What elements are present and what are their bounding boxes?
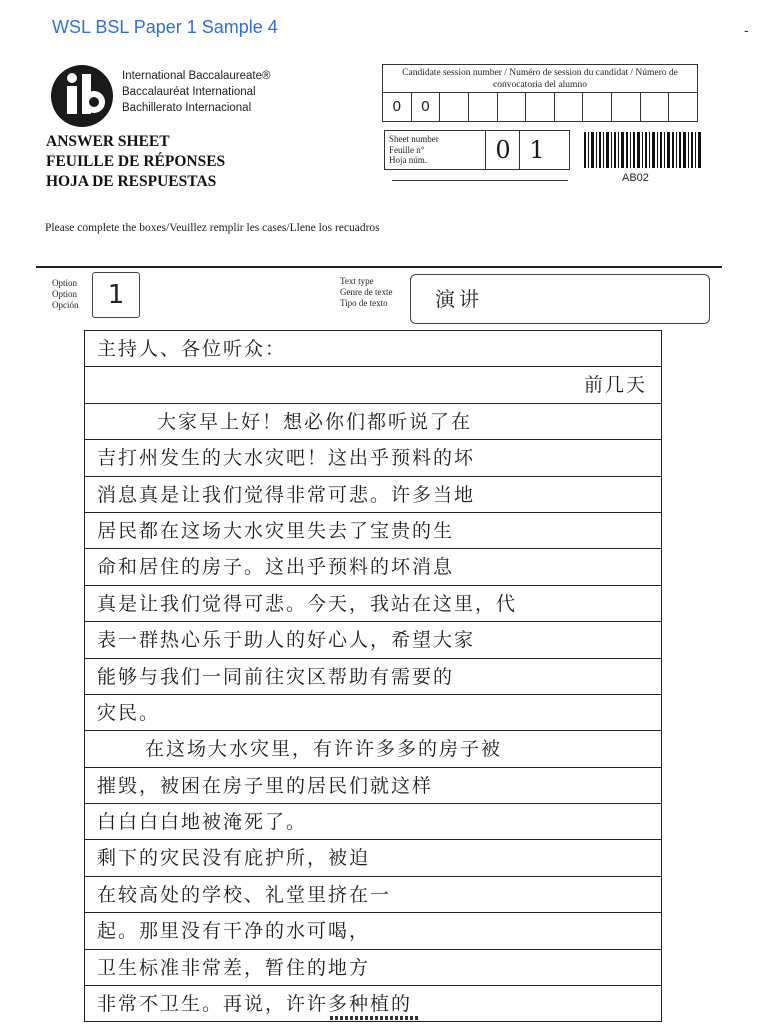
text-type-label (340, 276, 392, 309)
sheet-title (46, 132, 225, 192)
sheet-label-en: Sheet number (389, 134, 439, 144)
answer-line: 起。那里没有干净的水可喝， (85, 913, 661, 949)
sheet-label-es: Hoja núm. (389, 155, 427, 165)
candidate-digit[interactable] (583, 93, 612, 121)
answer-line: 摧毁，被困在房子里的居民们就这样 (85, 768, 661, 804)
answer-line: 非常不卫生。再说，许许多种植的 (85, 986, 661, 1022)
option-label-fr: Option (52, 289, 78, 299)
corner-mark: - (744, 22, 749, 38)
sheet-title-fr: FEUILLE DE RÉPONSES (46, 153, 226, 170)
instructions: Please complete the boxes/Veuillez remplir les cases/Llene los recuadros (45, 222, 380, 234)
barcode-icon (584, 132, 704, 172)
sheet-number-box (384, 130, 570, 170)
option-field[interactable]: 1 (92, 272, 140, 318)
answer-line: 命和居住的房子。这出乎预料的坏消息 (85, 549, 661, 585)
candidate-digit[interactable] (641, 93, 670, 121)
sheet-number-digit[interactable]: 1 (519, 131, 554, 169)
candidate-digit[interactable] (669, 93, 697, 121)
answer-line: 真是让我们觉得可悲。今天，我站在这里，代 (85, 586, 661, 622)
candidate-digit[interactable] (469, 93, 498, 121)
answer-line: 吉打州发生的大水灾吧！这出乎预料的坏 (85, 440, 661, 476)
answer-line: 能够与我们一同前往灾区帮助有需要的 (85, 659, 661, 695)
answer-line: 大家早上好！想必你们都听说了在 (85, 404, 661, 440)
answer-line: 灾民。 (85, 695, 661, 731)
ib-logo-icon (50, 64, 114, 128)
candidate-session-box (382, 64, 698, 122)
sheet-title-es: HOJA DE RESPUESTAS (46, 173, 217, 190)
candidate-session-label: Candidate session number / Numéro de session du candidat / Número de convocatoria del alumno (402, 68, 678, 90)
footer-mark (330, 1016, 420, 1020)
candidate-digit[interactable]: 0 (412, 93, 441, 121)
candidate-digit[interactable] (498, 93, 527, 121)
answer-line: 卫生标准非常差，暂住的地方 (85, 950, 661, 986)
candidate-session-cells (383, 92, 697, 121)
answer-line: 消息真是让我们觉得非常可悲。许多当地 (85, 477, 661, 513)
document-title: WSL BSL Paper 1 Sample 4 (52, 17, 278, 37)
candidate-digit[interactable]: 0 (383, 93, 412, 121)
option-label-en: Option (52, 278, 78, 288)
answer-line: 白白白白地被淹死了。 (85, 804, 661, 840)
candidate-digit[interactable] (612, 93, 641, 121)
sheet-number-underline (392, 180, 568, 181)
answer-line: 在较高处的学校、礼堂里挤在一 (85, 877, 661, 913)
answer-line: 前几天 (85, 367, 661, 403)
sheet-number-digit[interactable]: 0 (485, 131, 520, 169)
candidate-digit[interactable] (440, 93, 469, 121)
divider (36, 266, 722, 268)
candidate-digit[interactable] (555, 93, 584, 121)
sheet-label-fr: Feuille n° (389, 144, 425, 155)
org-line-en: International Baccalaureate® (122, 70, 271, 82)
org-line-fr: Baccalauréat International (122, 86, 256, 98)
option-label-es: Opción (52, 300, 79, 310)
answer-area (84, 330, 662, 1022)
answer-line: 居民都在这场大水灾里失去了宝贵的生 (85, 513, 661, 549)
sheet-title-en: ANSWER SHEET (46, 133, 170, 150)
sheet-number-label (389, 134, 439, 166)
answer-line: 在这场大水灾里，有许许多多的房子被 (85, 731, 661, 767)
organization-name (122, 68, 270, 116)
answer-line: 剩下的灾民没有庇护所，被迫 (85, 840, 661, 876)
org-line-es: Bachillerato Internacional (122, 102, 252, 114)
option-label (52, 278, 79, 311)
text-type-field[interactable]: 演讲 (410, 274, 710, 324)
barcode-code: AB02 (622, 172, 649, 184)
text-type-label-es: Tipo de texto (340, 298, 388, 308)
answer-line: 表一群热心乐于助人的好心人，希望大家 (85, 622, 661, 658)
text-type-label-fr: Genre de texte (340, 287, 393, 297)
answer-line: 主持人、各位听众： (85, 331, 661, 367)
candidate-digit[interactable] (526, 93, 555, 121)
text-type-label-en: Text type (340, 276, 374, 286)
